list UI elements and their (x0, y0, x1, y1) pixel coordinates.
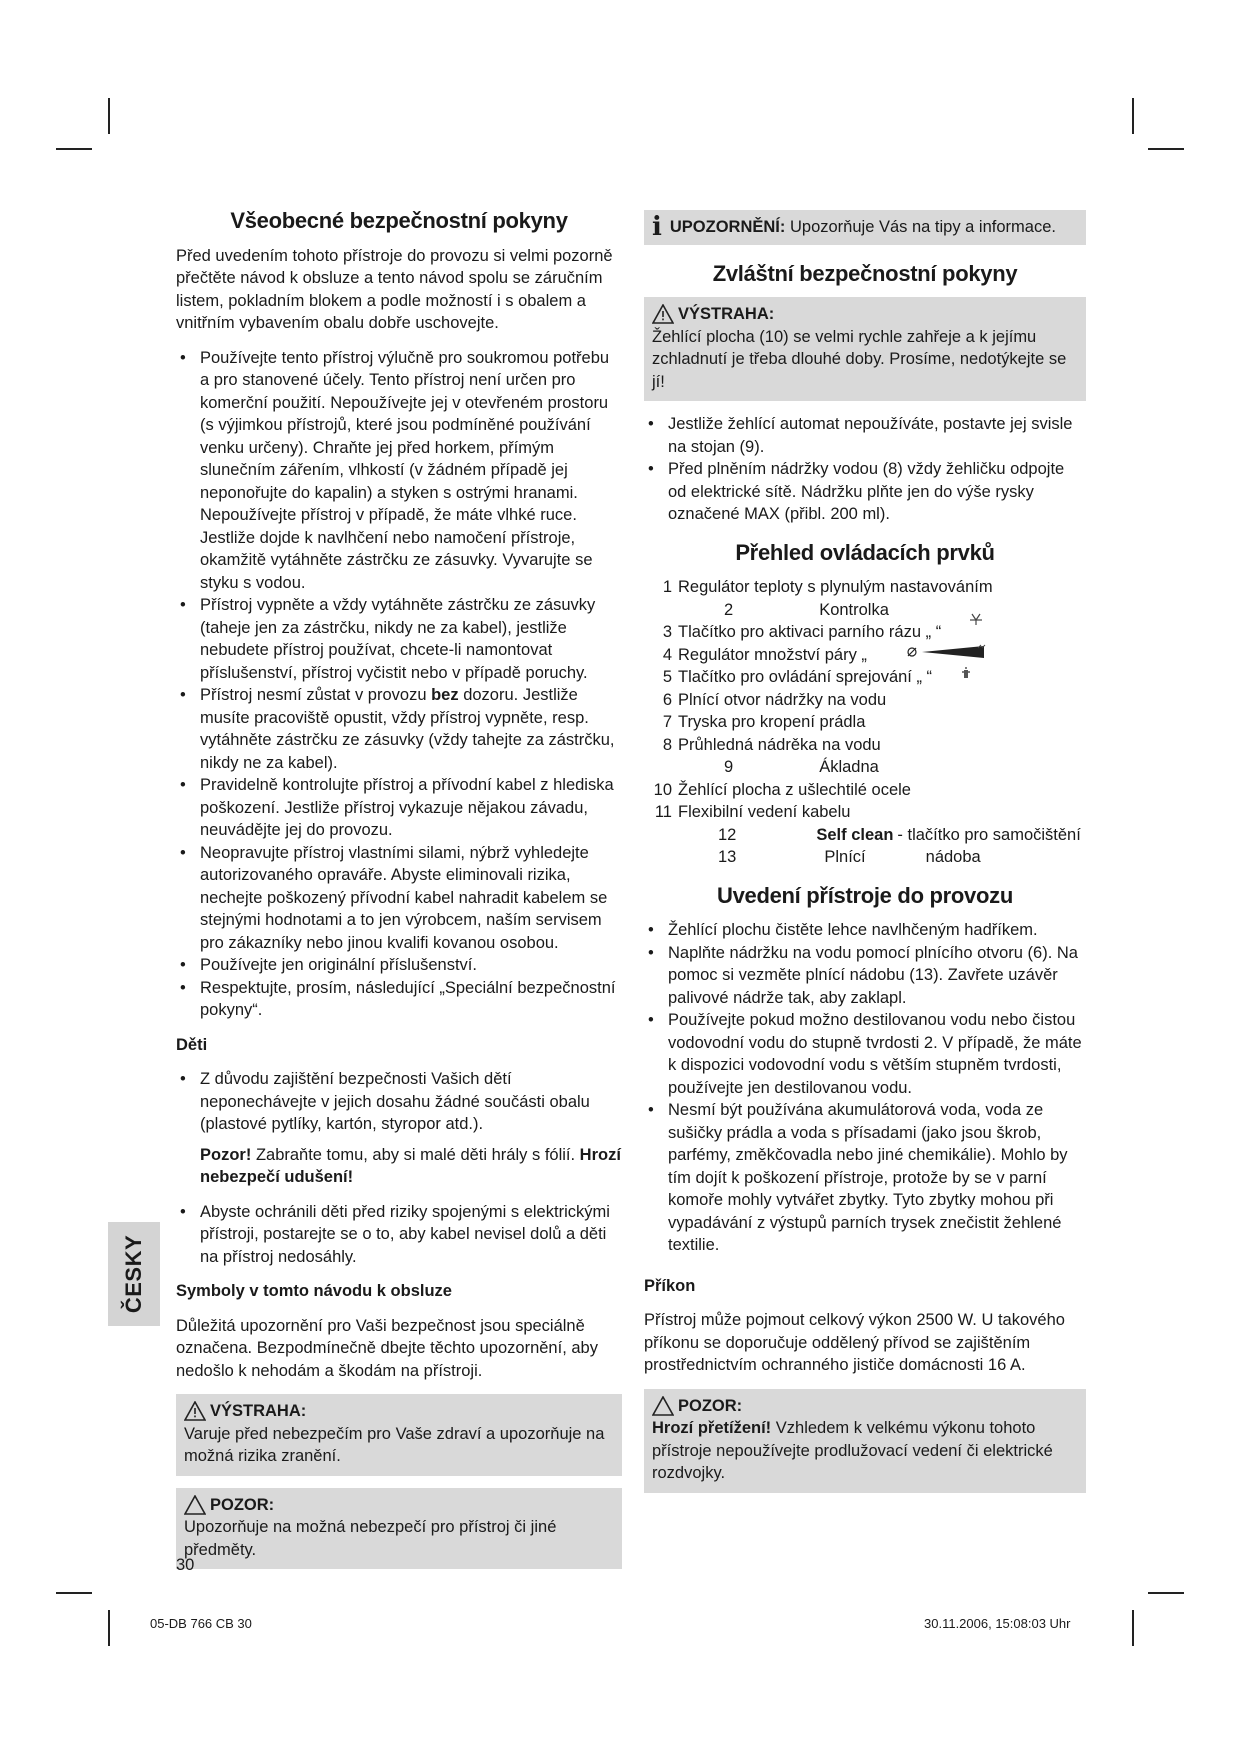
list-item: • Naplňte nádržku na vodu pomocí plnícího otvoru (6). Na pomoc si vezměte plnící nádobu (13). Zavřete uzávěr palivové nádrže tak, aby zaklapl. (644, 942, 1086, 1010)
power-paragraph: Přístroj může pojmout celkový výkon 2500 W. U takového příkonu se doporučuje oddělený přívod se zajištěním prostřednictvím ochranného jističe domácnosti 16 A. (644, 1311, 1065, 1374)
list-item: • Používejte tento přístroj výlučně pro soukromou potřebu a pro stanovené účely. Tento přístroj není určen pro komerční použití. Nepoužívejte jej v otevřeném prostoru (s výjimkou přístrojů, které jsou podmíněné používání venku určeny). Chraňte jej před horkem, přímým slunečním zářením, vlhkostí (v žádném případě jej neponořujte do kapalin) a styken s ostrými hranami. Nepoužívejte přístroj v případě, že máte vlhké ruce. Jestliže dojde k navlhčení nebo namočení přístroje, okamžitě vytáhněte zástrčku ze zásuvky. Vyvarujte se styku s vodou. (176, 347, 622, 595)
list-item: • Respektujte, prosím, následující „Speciální bezpečnostní pokyny“. (176, 977, 622, 1022)
caution-title: POZOR: (210, 1495, 275, 1514)
special-warning-title: VÝSTRAHA: (678, 305, 775, 323)
language-tab-label: ČESKY (121, 1234, 147, 1314)
symbols-paragraph: Důležitá upozornění pro Vaši bezpečnost jsou speciálně označena. Bezpodmínečně dbejte těchto upozornění, aby nedošlo k nehodám a škodám na přístroji. (176, 1316, 598, 1380)
symbols-heading: Symboly v tomto návodu k obsluze (176, 1282, 452, 1300)
list-item: 13 Plnící nádoba (718, 848, 981, 866)
list-item: 3 Tlačítko pro aktivaci parního rázu „ “ (662, 623, 942, 641)
special-warning-text: Žehlící plocha (10) se velmi rychle zahřeje a k jejímu zchladnutí je třeba dlouhé doby. Prosíme, nedotýkejte se jí! (652, 327, 1067, 391)
suffocation-warning: Pozor! Zabraňte tomu, aby si malé děti hrály s fólií. Hrozí nebezpečí udušení! (200, 1145, 621, 1186)
general-safety-heading: Všeobecné bezpečnostní pokyny (230, 208, 568, 233)
list-item: 12 Self clean - tlačítko pro samočištění (718, 825, 1081, 844)
controls-list (644, 576, 1086, 869)
list-item: • Používejte pokud možno destilovanou vodu nebo čistou vodovodní vodu do stupně tvrdosti 2. V případě, že máte k dispozici vodovodní vodu s větším stupněm tvrdosti, používejte jen destilovanou vodu. (644, 1009, 1086, 1099)
footer-timestamp: 30.11.2006, 15:08:03 Uhr (924, 1616, 1071, 1631)
list-item: • Žehlící plochu čistěte lehce navlhčeným hadříkem. (644, 919, 1086, 942)
setup-list (644, 919, 1086, 1257)
warning-triangle-icon (184, 1401, 206, 1421)
caution-box (176, 1488, 622, 1570)
steam-symbols-icon (904, 610, 1014, 690)
special-safety-list (644, 413, 1086, 526)
list-item: 4 Regulátor množství páry „ (662, 645, 867, 664)
crop-mark (1132, 1610, 1134, 1646)
list-item: 5 Tlačítko pro ovládání sprejování „ “ (662, 668, 933, 686)
list-item: • Abyste ochránili děti před riziky spojenými s elektrickými přístroji, postarejte se o to, aby kabel nevisel dolů a děti na přístroj nedosáhly. (176, 1201, 622, 1269)
crop-mark (56, 148, 92, 150)
page-number: 30 (176, 1556, 195, 1574)
list-item: 11 Flexibilní vedení kabelu (654, 803, 851, 821)
list-item: • Používejte jen originální příslušenství. (176, 954, 622, 977)
info-box (644, 210, 1086, 245)
footer-file-info: 05-DB 766 CB 30 (150, 1616, 252, 1631)
list-item: • Pravidelně kontrolujte přístroj a přívodní kabel z hlediska poškození. Jestliže přístroj vykazuje nějakou závadu, neuvádějte jej do provozu. (176, 774, 622, 842)
list-item: 2 Kontrolka (724, 600, 889, 619)
list-item: 7 Tryska pro kropení prádla (662, 713, 866, 731)
list-item: • Před plněním nádržky vodou (8) vždy žehličku odpojte od elektrické sítě. Nádržku plňte jen do výše rysky označené MAX (přibl. 200 ml). (644, 458, 1086, 526)
children-heading: Děti (176, 1035, 208, 1054)
list-item: • Neopravujte přístroj vlastními silami, nýbrž vyhledejte autorizovaného opraváře. Abyste eliminovali rizika, nechejte poškozený přívodní kabel nahradit kabelem se stejnými hodnotami a to jen výrobcem, naším servisem pro zákazníky nebo jinou kvalifi kovanou osobou. (176, 842, 622, 955)
warning-triangle-icon (652, 304, 674, 324)
special-safety-heading: Zvláštní bezpečnostní pokyny (712, 260, 1018, 286)
info-text: Upozorňuje Vás na tipy a informace. (789, 218, 1056, 236)
language-tab (108, 1222, 160, 1326)
right-column (644, 210, 1086, 1505)
crop-mark (1148, 148, 1184, 150)
warning-text: Varuje před nebezpečím pro Vaše zdraví a upozorňuje na možná rizika zranění. (184, 1424, 605, 1465)
crop-mark (56, 1592, 92, 1594)
caution-text: Upozorňuje na možná nebezpečí pro přístroj či jiné předměty. (184, 1518, 557, 1559)
controls-heading: Přehled ovládacích prvků (735, 539, 995, 565)
special-warning-box (644, 297, 1086, 401)
setup-heading: Uvedení přístroje do provozu (717, 882, 1013, 908)
list-item: 9 Ákladna (724, 758, 879, 776)
warning-title: VÝSTRAHA: (210, 1402, 307, 1420)
list-item: 8 Průhledná nádrěka na vodu (662, 735, 881, 754)
list-item: 1 Regulátor teploty s plynulým nastavováním (662, 578, 993, 596)
children-list-2 (176, 1201, 622, 1269)
overload-caution-title: POZOR: (678, 1396, 743, 1415)
list-item: • Nesmí být používána akumulátorová voda, voda ze sušičky prádla a voda s přísadami (jako jsou škrob, parfémy, změkčovadla nebo jiné chemikálie). Mohlo by tím dojít k poškození přístroje, protože by se v parní komoře mohly vytvářet zbytky. Tyto zbytky mohou při vypadávání z výstupů parních trysek znečistit žehlené textilie. (644, 1099, 1086, 1257)
caution-triangle-icon (184, 1495, 206, 1515)
overload-caution-text: Hrozí přetížení! Vzhledem k velkému výkonu tohoto přístroje nepoužívejte prodlužovací vedení či elektrické rozdvojky. (652, 1419, 1053, 1482)
crop-mark (108, 98, 110, 134)
power-heading: Příkon (644, 1276, 696, 1295)
crop-mark (1132, 98, 1134, 134)
left-column (176, 210, 622, 1581)
warning-box (176, 1394, 622, 1476)
list-item: 6 Plnící otvor nádržky na vodu (662, 690, 887, 709)
intro-paragraph: Před uvedením tohoto přístroje do provozu si velmi pozorně přečtěte návod k obsluze a tento návod spolu se záručním listem, pokladním blokem a podle možností i s obalem a vnitřním vybavením obalu dobře uschovejte. (176, 246, 613, 332)
caution-triangle-icon (652, 1396, 674, 1416)
children-list (176, 1068, 622, 1136)
overload-caution-box (644, 1389, 1086, 1493)
list-item: • Jestliže žehlící automat nepoužíváte, postavte jej svisle na stojan (9). (644, 413, 1086, 458)
list-item: 10 Žehlící plocha z ušlechtilé ocele (653, 780, 911, 799)
general-safety-list (176, 347, 622, 1022)
list-item: • Přístroj nesmí zůstat v provozu bez dozoru. Jestliže musíte pracoviště opustit, vždy přístroj vypněte, resp. vytáhněte zástrčku ze zásuvky (vždy tahejte za zástrčku, nikdy ne za kabel). (176, 684, 622, 774)
list-item: • Z důvodu zajištění bezpečnosti Vašich dětí neponechávejte v jejich dosahu žádné součásti obalu (plastové pytlíky, kartón, styropor atd.). (176, 1068, 622, 1136)
crop-mark (108, 1610, 110, 1646)
crop-mark (1148, 1592, 1184, 1594)
list-item: • Přístroj vypněte a vždy vytáhněte zástrčku ze zásuvky (taheje jen za zástrčku, nikdy ne za kabel), jestliže nebudete přístroj používat, chcete-li namontovat příslušenství, přístroj vyčistit nebo v případě poruchy. (176, 594, 622, 684)
info-icon: i (652, 212, 662, 243)
info-label: UPOZORNĚNÍ: (669, 218, 786, 236)
